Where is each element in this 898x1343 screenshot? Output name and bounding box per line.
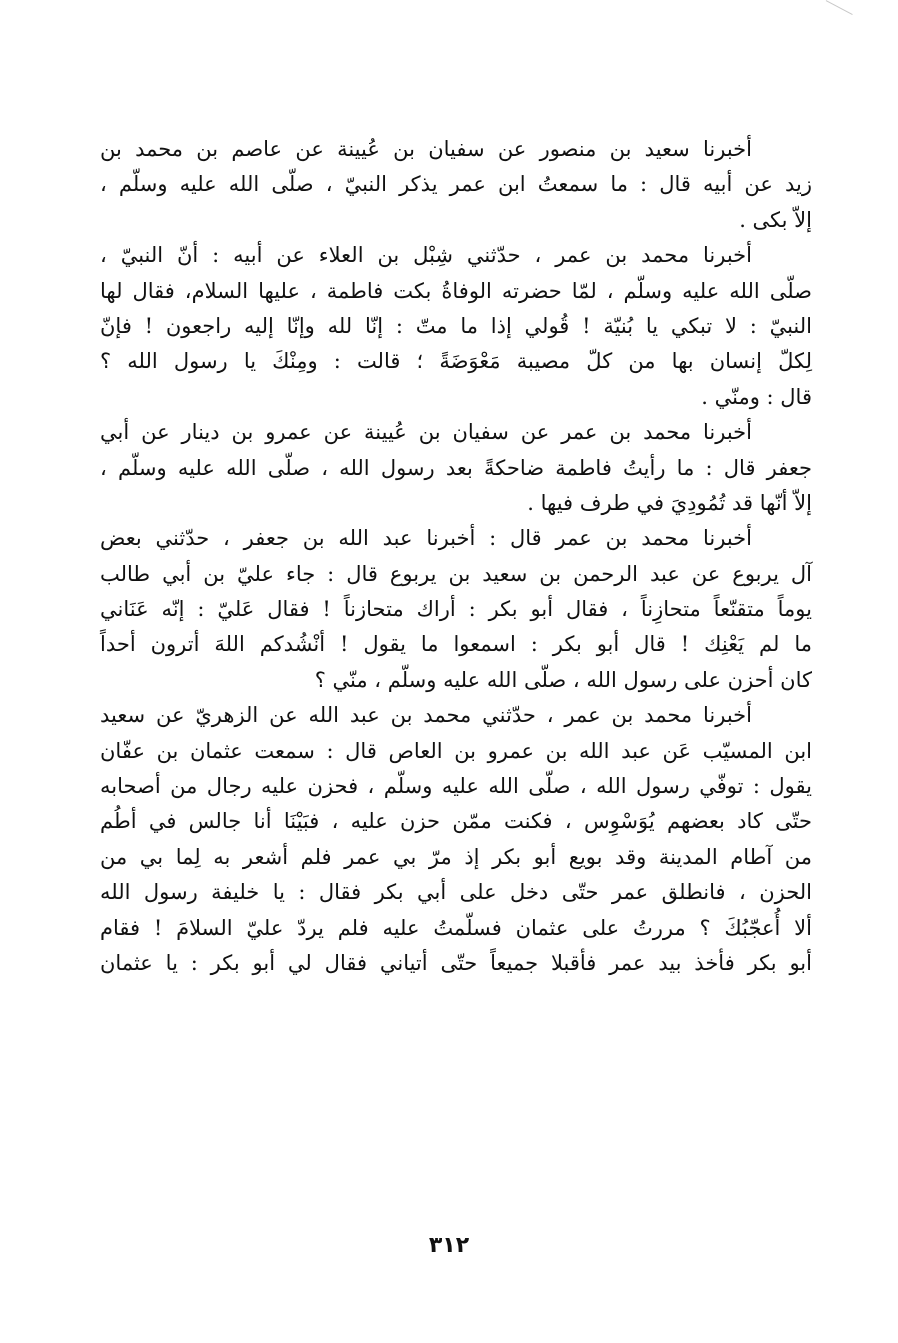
text-line: حتّى كاد بعضهم يُوَسْوِس ، فكنت ممّن حزن عليه ، فبَيْنَا أنا جالس في أطُم bbox=[100, 809, 812, 834]
text-line: إلاّ أنّها قد تُمُودِيَ في طرف فيها . bbox=[527, 490, 812, 515]
text-line: الحزن ، فانطلق عمر حتّى دخل على أبي بكر فقال : يا خليفة رسول الله bbox=[100, 880, 812, 905]
text-line: يقول : توفّي رسول الله ، صلّى الله عليه وسلّم ، فحزن عليه رجال من أصحابه bbox=[100, 774, 812, 799]
text-line: زيد عن أبيه قال : ما سمعتُ ابن عمر يذكر النبيّ ، صلّى الله عليه وسلّم ، bbox=[100, 172, 812, 197]
text-line: قال : ومنّي . bbox=[701, 384, 812, 409]
text-line: أخبرنا محمد بن عمر قال : أخبرنا عبد الله بن جعفر ، حدّثني بعض bbox=[100, 526, 752, 551]
text-line: ألا أُعجّبُكَ ؟ مررتُ على عثمان فسلّمتُ عليه فلم يردّ عليّ السلامَ ! فقام bbox=[100, 915, 812, 940]
text-line: أخبرنا محمد بن عمر عن سفيان بن عُيينة عن عمرو بن دينار عن أبي bbox=[100, 420, 752, 445]
text-line: أخبرنا محمد بن عمر ، حدّثني محمد بن عبد الله عن الزهريّ عن سعيد bbox=[100, 703, 752, 728]
paragraph bbox=[100, 415, 812, 521]
text-line: إلاّ بكى . bbox=[739, 207, 812, 232]
text-line: من آطام المدينة وقد بويع أبو بكر إذ مرّ بي عمر فلم أشعر به لِما بي من bbox=[100, 844, 812, 869]
text-line: النبيّ : لا تبكي يا بُنيّة ! قُولي إذا ما متّ : إنّا لله وإنّا إليه راجعون ! فإنّ bbox=[100, 313, 812, 338]
body-text bbox=[100, 132, 812, 981]
text-line: آل يربوع عن عبد الرحمن بن سعيد بن يربوع قال : جاء عليّ بن أبي طالب bbox=[100, 561, 812, 586]
paragraph bbox=[100, 238, 812, 415]
paragraph bbox=[100, 521, 812, 698]
text-line: صلّى الله عليه وسلّم ، لمّا حضرته الوفاةُ بكت فاطمة ، عليها السلام، فقال لها bbox=[100, 278, 812, 303]
text-line: أخبرنا محمد بن عمر ، حدّثني شِبْل بن العلاء عن أبيه : أنّ النبيّ ، bbox=[100, 243, 752, 268]
text-line: ابن المسيّب عَن عبد الله بن عمرو بن العاص قال : سمعت عثمان بن عفّان bbox=[100, 738, 812, 763]
page-number: ٣١٢ bbox=[428, 1233, 470, 1258]
paragraph bbox=[100, 698, 812, 981]
text-line: يوماً متقنّعاً متحازِناً ، فقال أبو بكر : أراك متحازناً ! فقال عَليّ : إنّه عَنَاني bbox=[100, 597, 812, 622]
text-line: أبو بكر فأخذ بيد عمر فأقبلا جميعاً حتّى أتياني فقال لي أبو بكر : يا عثمان bbox=[100, 950, 812, 975]
text-line: جعفر قال : ما رأيتُ فاطمة ضاحكةً بعد رسول الله ، صلّى الله عليه وسلّم ، bbox=[100, 455, 812, 480]
text-line: ما لم يَعْنِك ! قال أبو بكر : اسمعوا ما يقول ! أنْشُدكم اللهَ أترون أحداً bbox=[100, 632, 813, 657]
text-line: لِكلّ إنسان بها من كلّ مصيبة مَعْوَضَةً ؛ قالت : ومِنْكَ يا رسول الله ؟ bbox=[100, 349, 812, 374]
paragraph bbox=[100, 132, 812, 238]
text-line: كان أحزن على رسول الله ، صلّى الله عليه وسلّم ، منّي ؟ bbox=[314, 667, 812, 692]
scan-edge-mark bbox=[817, 0, 852, 31]
text-line: أخبرنا سعيد بن منصور عن سفيان بن عُيينة عن عاصم بن محمد بن bbox=[100, 137, 752, 161]
